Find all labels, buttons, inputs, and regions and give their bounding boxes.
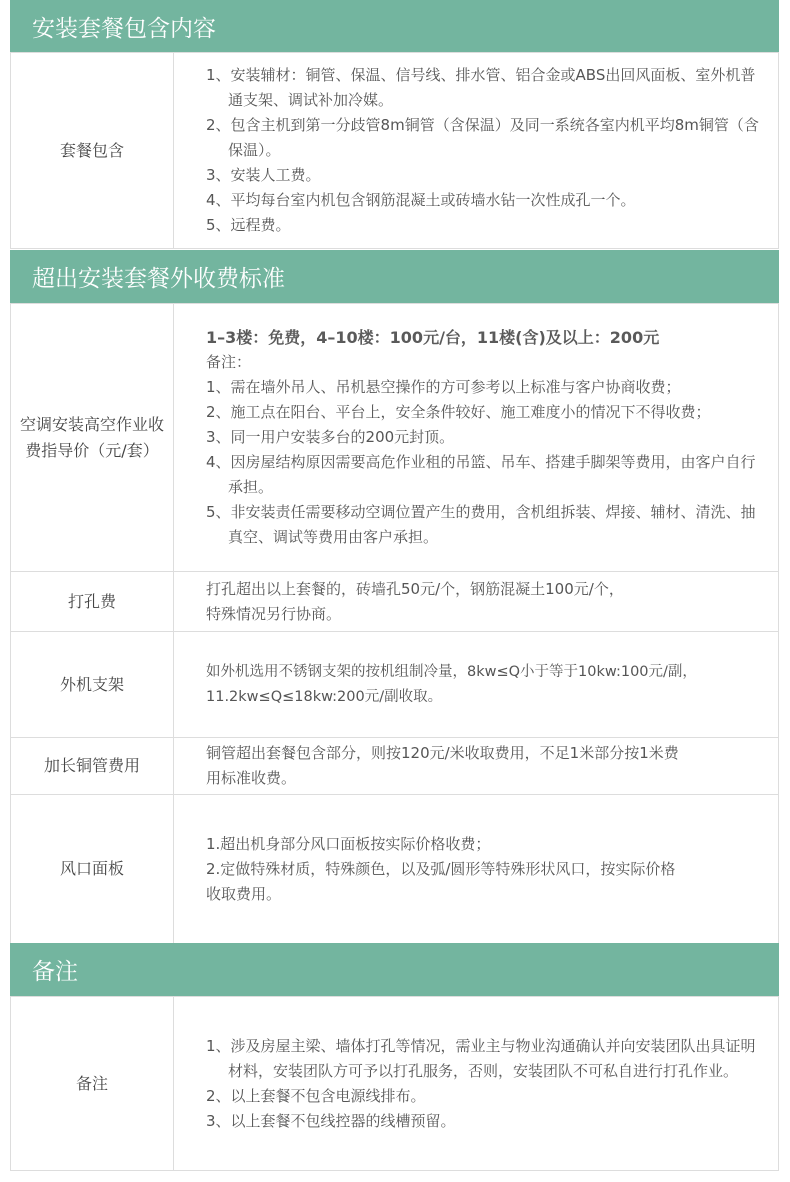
list-item: 2、以上套餐不包含电源线排布。 <box>206 1086 426 1105</box>
row-label: 打孔费 <box>11 572 174 631</box>
list-item: 2、包含主机到第一分歧管8m铜管（含保温）及同一系统各室内机平均8m铜管（含保温）。 <box>206 116 759 159</box>
row-content <box>206 632 764 737</box>
list-item: 4、因房屋结构原因需要高危作业租的吊篮、吊车、搭建手脚架等费用，由客户自行承担。 <box>206 453 756 496</box>
list-item: 2、施工点在阳台、平台上，安全条件较好、施工难度小的情况下不得收费； <box>206 403 711 421</box>
row-label: 备注 <box>11 997 174 1170</box>
section-header-package <box>10 0 779 52</box>
text-line: 打孔超出以上套餐的，砖墙孔50元/个，钢筋混凝土100元/个， <box>206 579 624 598</box>
table-row <box>11 52 778 249</box>
list-item: 3、安装人工费。 <box>206 166 321 184</box>
row-content <box>206 795 764 943</box>
text-line: 1.超出机身部分风口面板按实际价格收费； <box>206 834 491 853</box>
row-content <box>206 304 764 571</box>
height-fee-highlight: 1–3楼：免费，4–10楼：100元/台，11楼(含)及以上：200元 <box>206 328 660 347</box>
extra-fees-table <box>10 303 779 943</box>
table-row <box>11 632 778 738</box>
list-item: 3、同一用户安装多台的200元封顶。 <box>206 428 455 446</box>
text-line: 2.定做特殊材质，特殊颜色，以及弧/圆形等特殊形状风口，按实际价格 <box>206 859 676 878</box>
section-title: 超出安装套餐外收费标准 <box>32 266 285 292</box>
row-content <box>206 997 764 1170</box>
package-table <box>10 52 779 249</box>
list-item: 5、非安装责任需要移动空调位置产生的费用，含机组拆装、焊接、辅材、清洗、抽真空、调试等费用由客户承担。 <box>206 503 756 546</box>
table-row <box>11 996 778 1171</box>
row-content <box>206 738 764 794</box>
section-header-remarks <box>10 943 779 996</box>
text-line: 铜管超出套餐包含部分，则按120元/米收取费用，不足1米部分按1米费 <box>206 744 679 762</box>
row-label: 套餐包含 <box>11 53 174 248</box>
table-row <box>11 795 778 943</box>
row-label: 空调安装高空作业收费指导价（元/套） <box>11 304 174 571</box>
text-line: 如外机选用不锈钢支架的按机组制冷量，8kw≤Q小于等于10kw:100元/副， <box>206 663 697 680</box>
row-label: 外机支架 <box>11 632 174 737</box>
table-row <box>11 572 778 632</box>
list-item: 1、需在墙外吊人、吊机悬空操作的方可参考以上标准与客户协商收费； <box>206 378 681 396</box>
list-item: 5、远程费。 <box>206 216 291 234</box>
table-row <box>11 738 778 795</box>
section-title: 安装套餐包含内容 <box>32 15 216 42</box>
list-item: 4、平均每台室内机包含钢筋混凝土或砖墙水钻一次性成孔一个。 <box>206 191 636 209</box>
text-line: 11.2kw≤Q≤18kw:200元/副收取。 <box>206 688 443 705</box>
table-row <box>11 303 778 572</box>
text-line: 特殊情况另行协商。 <box>206 604 342 623</box>
row-content <box>206 53 764 248</box>
remarks-table <box>10 996 779 1171</box>
section-title: 备注 <box>32 959 78 985</box>
list-item: 1、涉及房屋主梁、墙体打孔等情况，需业主与物业沟通确认并向安装团队出具证明材料，安装团队方可予以打孔服务，否则，安装团队不可私自进行打孔作业。 <box>206 1036 756 1080</box>
list-item: 1、安装辅材：铜管、保温、信号线、排水管、铝合金或ABS出回风面板、室外机普通支架、调试补加冷媒。 <box>206 66 756 109</box>
row-label: 风口面板 <box>11 795 174 943</box>
list-item: 3、以上套餐不包线控器的线槽预留。 <box>206 1111 456 1130</box>
row-label: 加长铜管费用 <box>11 738 174 794</box>
text-line: 用标准收费。 <box>206 769 297 787</box>
note-label: 备注： <box>206 353 252 371</box>
text-line: 收取费用。 <box>206 884 282 903</box>
section-header-extra-fees <box>10 250 779 303</box>
row-content <box>206 572 764 631</box>
